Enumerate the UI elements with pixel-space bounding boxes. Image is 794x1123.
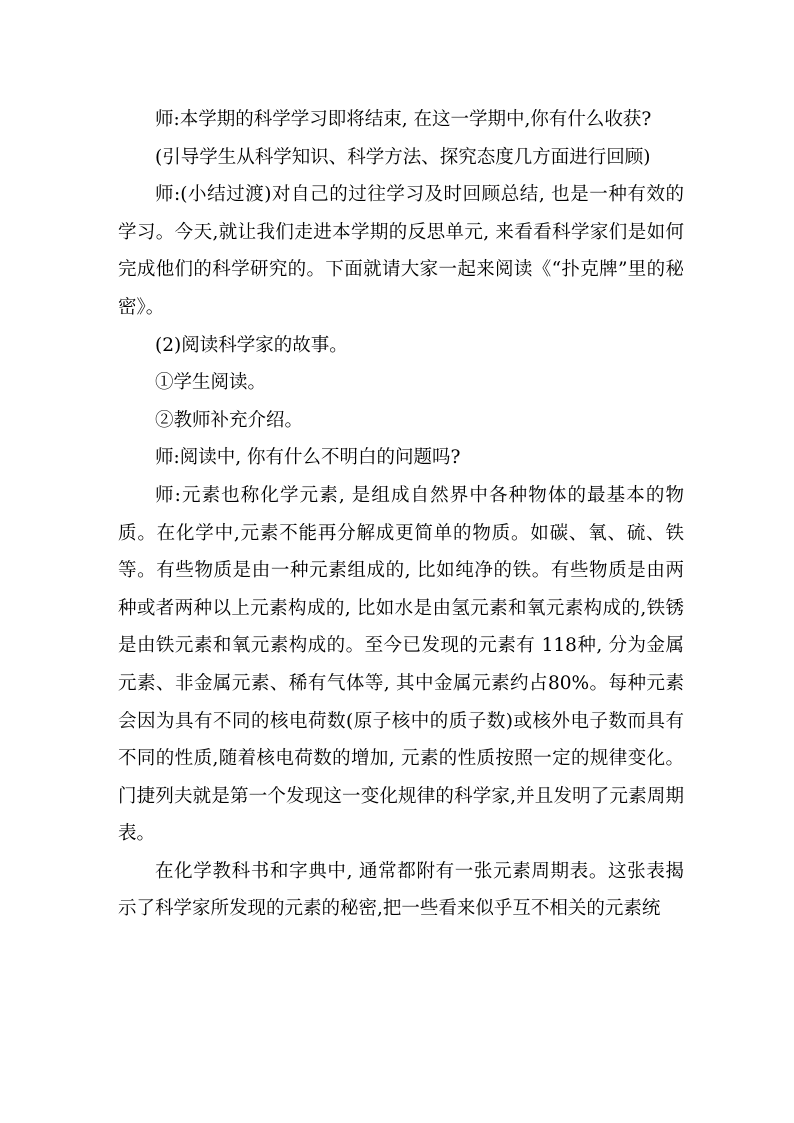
paragraph-elements-explanation: 师:元素也称化学元素, 是组成自然界中各种物体的最基本的物质。在化学中,元素不能再分解成更简单的物质。如碳、氧、硫、铁等。有些物质是由一种元素组成的, 比如纯净的铁。有些物质是由两种或者两种以上元素构成的, 比如水是由氢元素和氧元素构成的,铁锈是由铁元素和氧元素构成的。至今已发现的元素有 118种, 分为金属元素、非金属元素、稀有气体等, 其中金属元素约占80%。每种元素会因为具有不同的核电荷数(原子核中的质子数)或核外电子数而具有不同的性质,随着核电荷数的增加, 元素的性质按照一定的规律变化。门捷列夫就是第一个发现这一变化规律的科学家,并且发明了元素周期表。 (118, 484, 684, 845)
paragraph-students-read: ①学生阅读。 (155, 372, 267, 394)
paragraph-teacher-supplement: ②教师补充介绍。 (155, 409, 304, 431)
paragraph-periodic-table: 在化学教科书和字典中, 通常都附有一张元素周期表。这张表揭示了科学家所发现的元素的秘密,把一些看来似乎互不相关的元素统 (118, 860, 684, 920)
document-body (118, 101, 684, 928)
paragraph-guidance-note: (引导学生从科学知识、科学方法、探究态度几方面进行回顾) (155, 146, 651, 168)
paragraph-step-read-story: (2)阅读科学家的故事。 (155, 334, 348, 356)
paragraph-teacher-question-doubts: 师:阅读中, 你有什么不明白的问题吗? (155, 447, 461, 469)
paragraph-teacher-transition: 师:(小结过渡)对自己的过往学习及时回顾总结, 也是一种有效的学习。今天,就让我们走进本学期的反思单元, 来看看科学家们是如何完成他们的科学研究的。下面就请大家一起来阅读《“扑克牌”里的秘密》。 (118, 184, 684, 318)
paragraph-teacher-question-harvest: 师:本学期的科学学习即将结束, 在这一学期中,你有什么收获? (155, 109, 652, 130)
